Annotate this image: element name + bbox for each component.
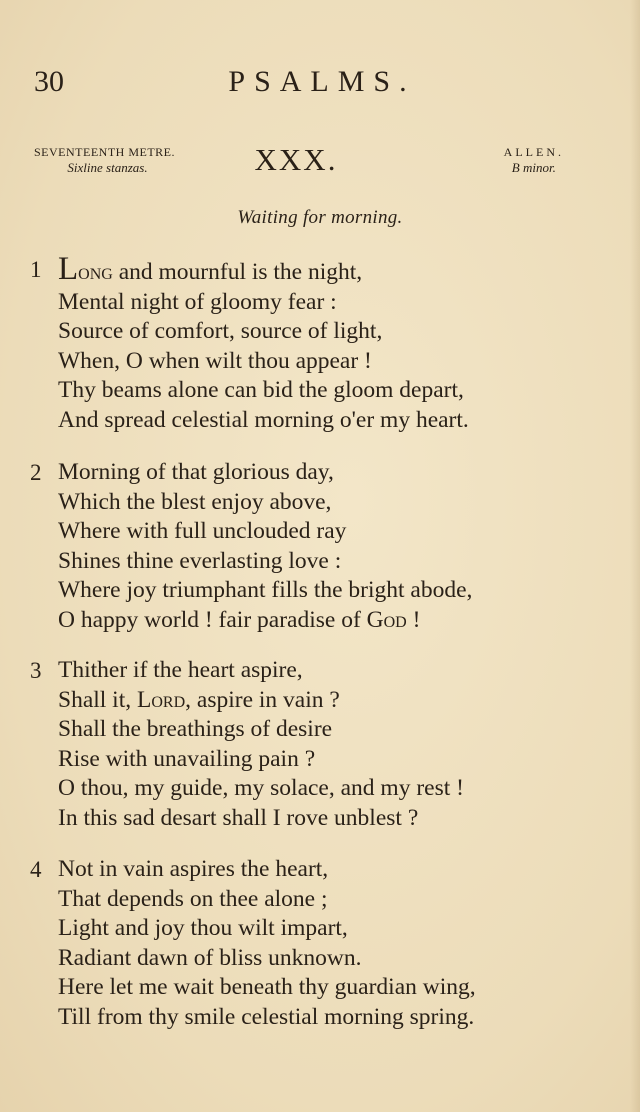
verse-line: O happy world ! fair paradise of God ! bbox=[58, 606, 421, 633]
verse-line: Long and mournful is the night, bbox=[58, 251, 363, 287]
stanza-number: 2 bbox=[30, 460, 42, 485]
small-caps-word: Lord bbox=[137, 686, 186, 713]
verse-line: Till from thy smile celestial morning spring. bbox=[58, 1003, 475, 1030]
stanza-number: 4 bbox=[30, 857, 42, 882]
stanza-lines bbox=[58, 656, 618, 833]
verse-line: Shall it, Lord, aspire in vain ? bbox=[58, 686, 340, 713]
stanza-number: 3 bbox=[30, 658, 42, 683]
verse-line: That depends on thee alone ; bbox=[58, 885, 328, 912]
page-edge-shadow bbox=[630, 0, 640, 1112]
metre: SEVENTEENTH METRE. bbox=[34, 145, 175, 159]
verse-line: Mental night of gloomy fear : bbox=[58, 288, 337, 315]
verse-line: Thither if the heart aspire, bbox=[58, 657, 303, 683]
stanza-number: 1 bbox=[30, 257, 42, 282]
stanza-form: Sixline stanzas. bbox=[67, 160, 148, 175]
page-header bbox=[34, 62, 604, 102]
verse-line: Light and joy thou wilt impart, bbox=[58, 915, 348, 941]
verse-line: Shines thine everlasting love : bbox=[58, 547, 342, 574]
verse-line: Shall the breathings of desire bbox=[58, 716, 333, 742]
tune-info bbox=[504, 145, 564, 175]
page-number: 30 bbox=[34, 65, 64, 98]
verse-line: Where with full unclouded ray bbox=[58, 518, 347, 544]
verse-line: Source of comfort, source of light, bbox=[58, 318, 383, 344]
small-caps-word: ong bbox=[78, 259, 113, 285]
verse-line: Not in vain aspires the heart, bbox=[58, 856, 329, 882]
psalm-number: XXX. bbox=[254, 142, 338, 177]
psalm-meta bbox=[34, 142, 564, 182]
stanza-lines bbox=[58, 855, 618, 1032]
verse-line: Which the blest enjoy above, bbox=[58, 488, 332, 515]
verse-line: And spread celestial morning o'er my heart. bbox=[58, 406, 469, 433]
stanza-lines bbox=[58, 251, 618, 435]
verse-line: Where joy triumphant fills the bright abode, bbox=[58, 577, 473, 603]
running-head: PSALMS. bbox=[228, 65, 416, 98]
stanza-lines bbox=[58, 458, 618, 635]
verse-line: Rise with unavailing pain ? bbox=[58, 745, 316, 772]
drop-cap: L bbox=[58, 251, 79, 287]
tune-key: B minor. bbox=[511, 160, 556, 175]
verse-line: In this sad desart shall I rove unblest ? bbox=[58, 804, 419, 831]
verse-line: Morning of that glorious day, bbox=[58, 459, 334, 485]
verse-line: O thou, my guide, my solace, and my rest ! bbox=[58, 775, 464, 801]
verse-line: When, O when wilt thou appear ! bbox=[58, 347, 372, 374]
small-caps-word: God bbox=[366, 606, 407, 633]
verse-line: Here let me wait beneath thy guardian wing, bbox=[58, 974, 476, 1000]
psalm-subtitle: Waiting for morning. bbox=[237, 207, 403, 228]
verse-line: Radiant dawn of bliss unknown. bbox=[58, 944, 362, 971]
verse-line: Thy beams alone can bid the gloom depart, bbox=[58, 377, 464, 403]
tune-name: ALLEN. bbox=[503, 145, 564, 159]
